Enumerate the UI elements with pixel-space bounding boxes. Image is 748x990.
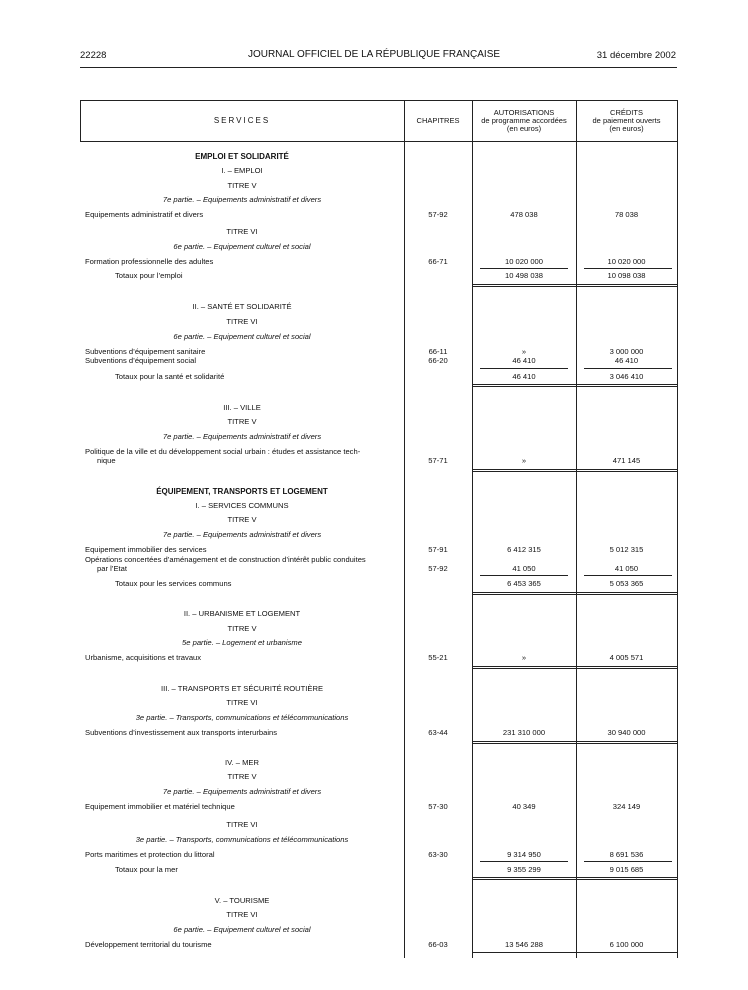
section-separator: [472, 284, 677, 287]
row-credit: 46 410: [614, 356, 639, 365]
sum-underline: [584, 368, 672, 369]
row-autorisation: 231 310 000: [502, 728, 546, 737]
header-services: SERVICES: [213, 115, 271, 125]
row-autorisation: 10 020 000: [504, 257, 543, 266]
header-autorisations-line2: de programme accordées: [481, 116, 567, 126]
total-label: [115, 372, 401, 381]
row-chapitre: 57-92: [428, 564, 448, 573]
row-label: [85, 545, 401, 554]
row-chapitre: 57-30: [428, 802, 448, 811]
section-separator: [472, 592, 677, 595]
row-credit: 3 000 000: [609, 347, 644, 356]
header-autorisations-line3: (en euros): [506, 123, 542, 133]
titre-heading: TITRE VI: [226, 910, 258, 919]
col-divider-credits: [576, 100, 577, 958]
row-credit: 324 149: [612, 802, 641, 811]
section-separator: [472, 877, 677, 880]
total-label-text: Totaux pour la santé et solidarité: [115, 372, 225, 381]
row-label-text: Equipements administratif et divers: [85, 210, 204, 219]
row-chapitre: 63-44: [428, 728, 448, 737]
row-autorisation: 41 050: [512, 564, 536, 573]
section-heading: I. – EMPLOI: [221, 166, 263, 175]
sum-underline: [480, 861, 568, 862]
total-credit: 10 098 038: [607, 271, 646, 280]
total-label-text: Totaux pour les services communs: [115, 579, 232, 588]
titre-heading: TITRE VI: [226, 227, 258, 236]
titre-heading: TITRE VI: [226, 317, 258, 326]
row-label-text: Ports maritimes et protection du littoral: [85, 850, 215, 859]
row-label-text: Développement territorial du tourisme: [85, 940, 212, 949]
header-credits-line2: de paiement ouverts: [592, 116, 661, 126]
row-label: [85, 356, 401, 365]
total-label: [115, 865, 401, 874]
row-chapitre: 57-91: [428, 545, 448, 554]
total-credit: 3 046 410: [609, 372, 644, 381]
row-chapitre: 63-30: [428, 850, 448, 859]
table-right-border: [677, 100, 678, 958]
row-label: [85, 456, 401, 465]
titre-heading: TITRE V: [227, 181, 257, 190]
row-credit: 10 020 000: [607, 257, 646, 266]
titre-heading: TITRE VI: [226, 698, 258, 707]
total-autorisation: 10 498 038: [504, 271, 543, 280]
page-number: 22228: [80, 50, 107, 61]
total-label-text: Totaux pour l’emploi: [115, 271, 183, 280]
row-label-text: Urbanisme, acquisitions et travaux: [85, 653, 202, 662]
titre-heading: TITRE V: [227, 417, 257, 426]
journal-title: JOURNAL OFFICIEL DE LA RÉPUBLIQUE FRANÇAISE: [247, 49, 501, 60]
row-credit: 471 145: [612, 456, 641, 465]
row-label: [85, 940, 401, 949]
row-label: [85, 802, 401, 811]
section-separator: [472, 384, 677, 387]
header-credits-line3: (en euros): [609, 123, 644, 133]
sum-underline: [584, 861, 672, 862]
col-divider-chapitres: [404, 100, 405, 958]
section-separator: [472, 666, 677, 669]
total-credit: 9 015 685: [609, 865, 644, 874]
row-autorisation: »: [521, 456, 527, 465]
total-credit: 5 053 365: [609, 579, 644, 588]
ministry-heading: EMPLOI ET SOLIDARITÉ: [195, 152, 289, 161]
header-credits: [576, 101, 677, 141]
total-autorisation: 46 410: [512, 372, 536, 381]
partie-heading: 6e partie. – Equipement culturel et social: [173, 242, 311, 251]
row-label-text: Equipement immobilier des services: [85, 545, 207, 554]
row-label: [85, 728, 401, 737]
header-chapitres: CHAPITRES: [416, 116, 460, 126]
section-heading: I. – SERVICES COMMUNS: [195, 501, 289, 510]
partie-heading: 6e partie. – Equipement culturel et social: [173, 925, 311, 934]
total-label: [115, 271, 401, 280]
row-label-text: Equipement immobilier et matériel technique: [85, 802, 235, 811]
row-credit: 5 012 315: [609, 545, 644, 554]
sum-underline: [480, 368, 568, 369]
row-label: [85, 564, 401, 573]
total-label: [115, 579, 401, 588]
row-credit: 4 005 571: [609, 653, 644, 662]
titre-heading: TITRE V: [227, 624, 257, 633]
row-autorisation: 46 410: [512, 356, 536, 365]
section-separator: [472, 469, 677, 472]
sum-underline: [584, 268, 672, 269]
header-autorisations: [472, 101, 576, 141]
row-chapitre: 66-03: [428, 940, 448, 949]
row-credit: 41 050: [614, 564, 639, 573]
row-autorisation: 40 349: [512, 802, 536, 811]
row-label-text: Subventions d’investissement aux transports interurbains: [85, 728, 278, 737]
header-rule: [80, 67, 677, 68]
row-credit: 8 691 536: [609, 850, 644, 859]
row-autorisation: 6 412 315: [507, 545, 541, 554]
row-chapitre: 57-92: [428, 210, 448, 219]
row-autorisation: »: [521, 347, 527, 356]
titre-heading: TITRE V: [227, 515, 257, 524]
section-heading: III. – TRANSPORTS ET SÉCURITÉ ROUTIÈRE: [160, 684, 324, 693]
row-label-line1: Politique de la ville et du développement social urbain : études et assistance tech-: [85, 447, 361, 456]
header-autorisations-line1: AUTORISATIONS: [493, 108, 555, 118]
partie-heading: 3e partie. – Transports, communications et télécommunications: [135, 835, 349, 844]
table-header-border: [80, 141, 677, 142]
row-autorisation: »: [521, 653, 527, 662]
row-autorisation: 478 038: [510, 210, 538, 219]
row-label: [85, 210, 401, 219]
row-label-text: Formation professionnelle des adultes: [85, 257, 214, 266]
section-heading: II. – URBANISME ET LOGEMENT: [183, 609, 301, 618]
publication-date: 31 décembre 2002: [596, 50, 676, 61]
partie-heading: 7e partie. – Equipements administratif et divers: [162, 195, 322, 204]
titre-heading: TITRE V: [227, 772, 257, 781]
row-credit: 30 940 000: [607, 728, 646, 737]
row-label: [85, 850, 401, 859]
total-autorisation: 6 453 365: [507, 579, 541, 588]
section-heading: III. – VILLE: [223, 403, 261, 412]
row-chapitre: 66-11: [428, 347, 448, 356]
partie-heading: 6e partie. – Equipement culturel et social: [173, 332, 311, 341]
row-label-text: par l’Etat: [97, 564, 127, 573]
row-label-text: Subventions d’équipement social: [85, 356, 197, 365]
header-credits-line1: CRÉDITS: [610, 108, 643, 118]
partie-heading: 3e partie. – Transports, communications et télécommunications: [135, 713, 349, 722]
row-label-text: nique: [97, 456, 116, 465]
row-label: [85, 653, 401, 662]
total-label-text: Totaux pour la mer: [115, 865, 178, 874]
section-heading: II. – SANTÉ ET SOLIDARITÉ: [192, 302, 292, 311]
col-divider-autorisations: [472, 100, 473, 958]
row-chapitre: 66-20: [428, 356, 448, 365]
row-chapitre: 57-71: [428, 456, 448, 465]
row-credit: 78 038: [614, 210, 639, 219]
section-heading: V. – TOURISME: [214, 896, 270, 905]
ministry-heading: ÉQUIPEMENT, TRANSPORTS ET LOGEMENT: [156, 487, 328, 496]
section-separator: [472, 741, 677, 744]
row-autorisation: 13 546 288: [504, 940, 543, 949]
partie-heading: 7e partie. – Equipements administratif et divers: [162, 530, 322, 539]
partie-heading: 5e partie. – Logement et urbanisme: [182, 638, 302, 647]
sum-underline: [480, 575, 568, 576]
partie-heading: 7e partie. – Equipements administratif et divers: [162, 432, 322, 441]
row-label: [85, 257, 401, 266]
row-chapitre: 55-21: [428, 653, 448, 662]
row-chapitre: 66-71: [428, 257, 448, 266]
total-autorisation: 9 355 299: [507, 865, 541, 874]
sum-underline: [584, 575, 672, 576]
row-label-text: Subventions d’équipement sanitaire: [85, 347, 206, 356]
row-credit: 6 100 000: [609, 940, 644, 949]
row-label-line1: Opérations concertées d’aménagement et de construction d’intérêt public conduites: [85, 555, 366, 564]
row-label: [85, 347, 401, 356]
bottom-underline: [472, 952, 677, 953]
row-autorisation: 9 314 950: [507, 850, 541, 859]
sum-underline: [480, 268, 568, 269]
partie-heading: 7e partie. – Equipements administratif et divers: [162, 787, 322, 796]
titre-heading: TITRE VI: [226, 820, 258, 829]
section-heading: IV. – MER: [225, 758, 259, 767]
